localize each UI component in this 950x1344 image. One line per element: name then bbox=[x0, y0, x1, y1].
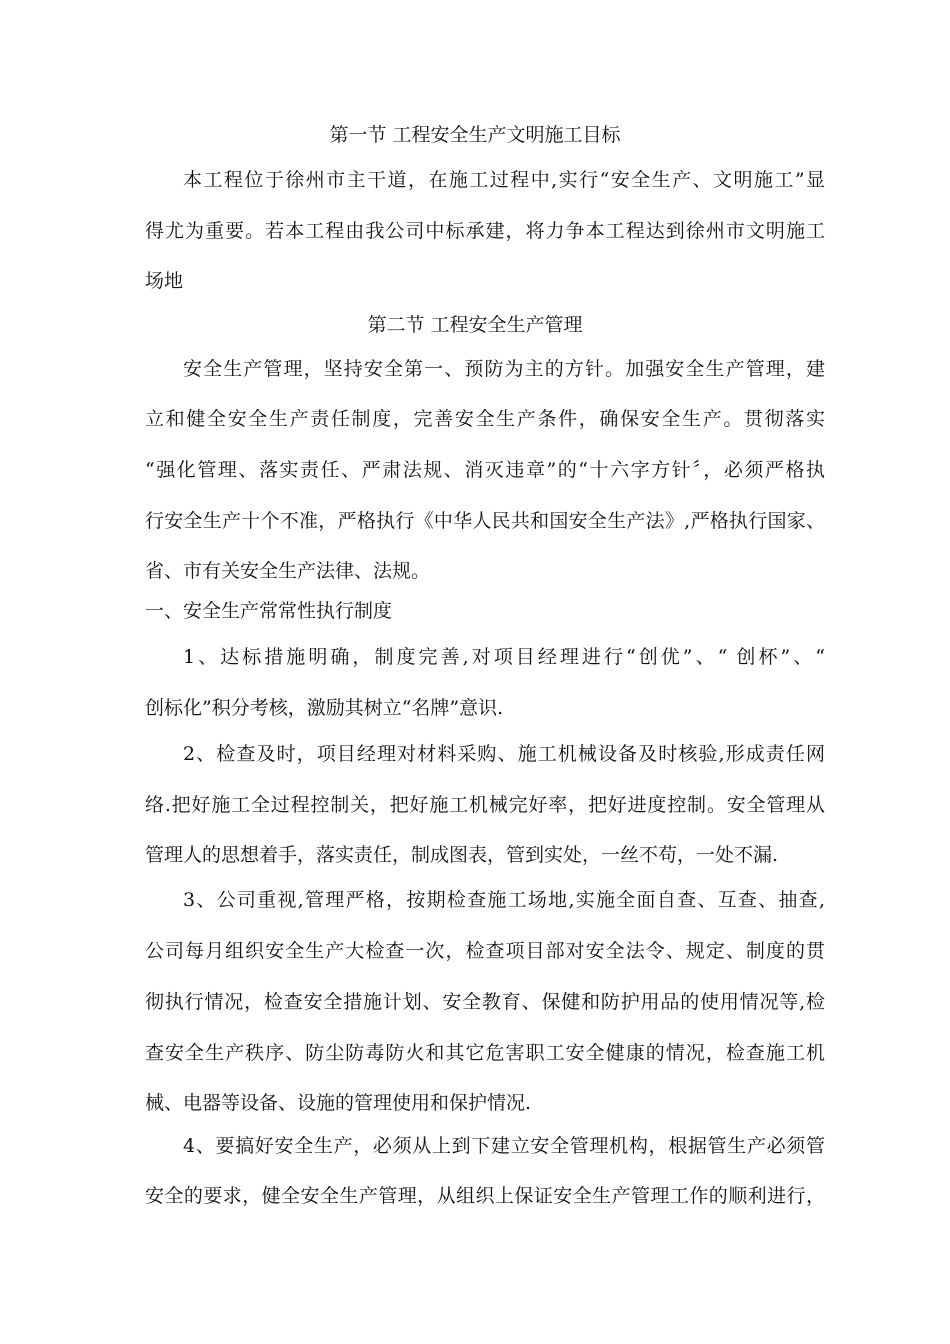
item4-line1: 4、要搞好安全生产，必须从上到下建立安全管理机构，根据管生产必须管 bbox=[183, 1135, 825, 1157]
section1-para1-line1: 本工程位于徐州市主干道，在施工过程中,实行“安全生产、文明施工”显 bbox=[183, 169, 825, 191]
item3-line3: 彻执行情况，检查安全措施计划、安全教育、保健和防护用品的使用情况等,检 bbox=[145, 991, 825, 1013]
item1-line1: 1、达标措施明确，制度完善,对项目经理进行“创优”、“ 创杯”、“ bbox=[183, 646, 825, 668]
section2-para1-line2: 立和健全安全生产责任制度，完善安全生产条件，确保安全生产。贯彻落实 bbox=[145, 408, 825, 430]
section1-title: 第一节 工程安全生产文明施工目标 bbox=[329, 124, 621, 146]
section2-subheading: 一、安全生产常常性执行制度 bbox=[145, 600, 393, 622]
section2-para1-line1: 安全生产管理，坚持安全第一、预防为主的方针。加强安全生产管理，建 bbox=[183, 358, 825, 380]
item2-line2: 络.把好施工全过程控制关，把好施工机械完好率，把好进度控制。安全管理从 bbox=[145, 794, 825, 816]
item3-line1: 3、公司重视,管理严格，按期检查施工场地,实施全面自查、互查、抽查, bbox=[183, 889, 825, 911]
section1-para1-line3: 场地 bbox=[145, 270, 184, 292]
item3-line2: 公司每月组织安全生产大检查一次，检查项目部对安全法令、规定、制度的贯 bbox=[145, 940, 825, 962]
item2-line1: 2、检查及时，项目经理对材料采购、施工机械设备及时核验,形成责任网 bbox=[183, 743, 825, 765]
section2-para1-line4: 行安全生产十个不准，严格执行《中华人民共和国安全生产法》,严格执行国家、 bbox=[145, 510, 825, 532]
section2-title: 第二节 工程安全生产管理 bbox=[367, 314, 583, 336]
section2-para1-line3: “强化管理、落实责任、严肃法规、消灭违章”的“十六字方针〞，必须严格执 bbox=[145, 459, 825, 481]
item3-line5: 械、电器等设备、设施的管理使用和保护情况. bbox=[145, 1092, 532, 1114]
item2-line3: 管理人的思想着手，落实责任，制成图表，管到实处，一丝不苟，一处不漏. bbox=[145, 844, 779, 866]
item1-line2: 创标化”积分考核，激励其树立“名牌”意识. bbox=[145, 697, 504, 719]
item4-line2: 安全的要求，健全安全生产管理，从组织上保证安全生产管理工作的顺利进行， bbox=[145, 1185, 825, 1207]
section2-para1-line5: 省、市有关安全生产法律、法规。 bbox=[145, 560, 431, 582]
section1-para1-line2: 得尤为重要。若本工程由我公司中标承建，将力争本工程达到徐州市文明施工 bbox=[145, 220, 825, 242]
item3-line4: 查安全生产秩序、防尘防毒防火和其它危害职工安全健康的情况，检查施工机 bbox=[145, 1042, 825, 1064]
